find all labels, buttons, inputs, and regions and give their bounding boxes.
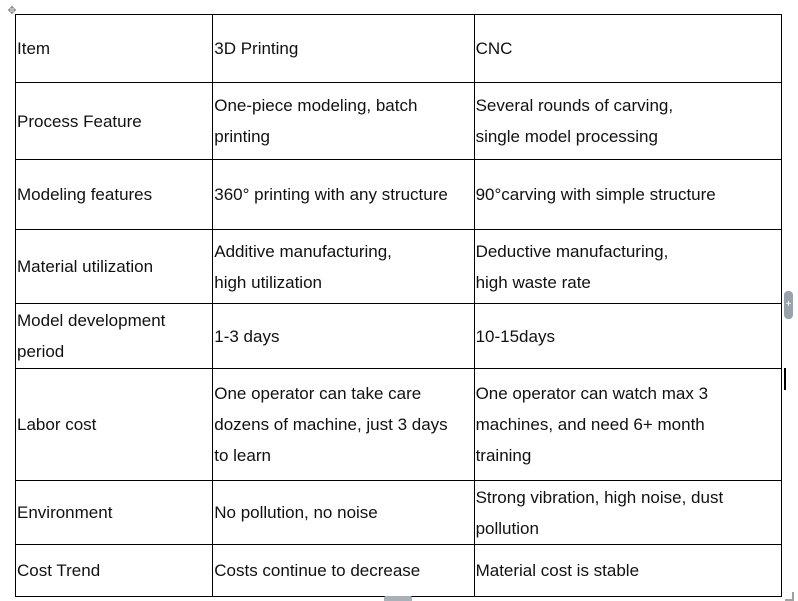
text-cursor (784, 368, 786, 390)
table-cell[interactable]: 360° printing with any structure (213, 160, 474, 230)
table-cell[interactable]: No pollution, no noise (213, 481, 474, 545)
row-label-cell[interactable]: Cost Trend (16, 545, 213, 597)
table-cell[interactable]: Several rounds of carving, single model processing (474, 83, 781, 160)
table-row (16, 160, 782, 230)
table-cell[interactable]: One operator can take care dozens of machine, just 3 days to learn (213, 369, 474, 481)
table-move-handle-icon[interactable]: ✥ (7, 5, 17, 17)
table-cell[interactable]: Strong vibration, high noise, dust pollution (474, 481, 781, 545)
table-header-row (16, 15, 782, 83)
row-label-cell[interactable]: Labor cost (16, 369, 213, 481)
header-cell-3d-printing[interactable]: 3D Printing (213, 15, 474, 83)
table-cell[interactable]: Additive manufacturing, high utilization (213, 230, 474, 304)
table-cell[interactable]: One-piece modeling, batch printing (213, 83, 474, 160)
table-resize-handle-icon[interactable] (785, 592, 794, 601)
row-label-cell[interactable]: Material utilization (16, 230, 213, 304)
header-cell-cnc[interactable]: CNC (474, 15, 781, 83)
table-row (16, 545, 782, 597)
table-cell[interactable]: 1-3 days (213, 304, 474, 369)
table-row (16, 369, 782, 481)
table-cell[interactable]: 10-15days (474, 304, 781, 369)
row-label-cell[interactable]: Process Feature (16, 83, 213, 160)
row-label-cell[interactable]: Model development period (16, 304, 213, 369)
header-cell-item[interactable]: Item (16, 15, 213, 83)
add-row-handle[interactable] (384, 596, 412, 601)
comparison-table (15, 14, 782, 597)
table-cell[interactable]: One operator can watch max 3 machines, and need 6+ month training (474, 369, 781, 481)
add-column-plus-icon[interactable]: + (784, 291, 793, 319)
table-cell[interactable]: 90°carving with simple structure (474, 160, 781, 230)
row-label-cell[interactable]: Environment (16, 481, 213, 545)
table-row (16, 230, 782, 304)
table-cell[interactable]: Deductive manufacturing, high waste rate (474, 230, 781, 304)
table-row (16, 83, 782, 160)
table-row (16, 481, 782, 545)
table-row (16, 304, 782, 369)
table-cell[interactable]: Costs continue to decrease (213, 545, 474, 597)
table-cell[interactable]: Material cost is stable (474, 545, 781, 597)
row-label-cell[interactable]: Modeling features (16, 160, 213, 230)
